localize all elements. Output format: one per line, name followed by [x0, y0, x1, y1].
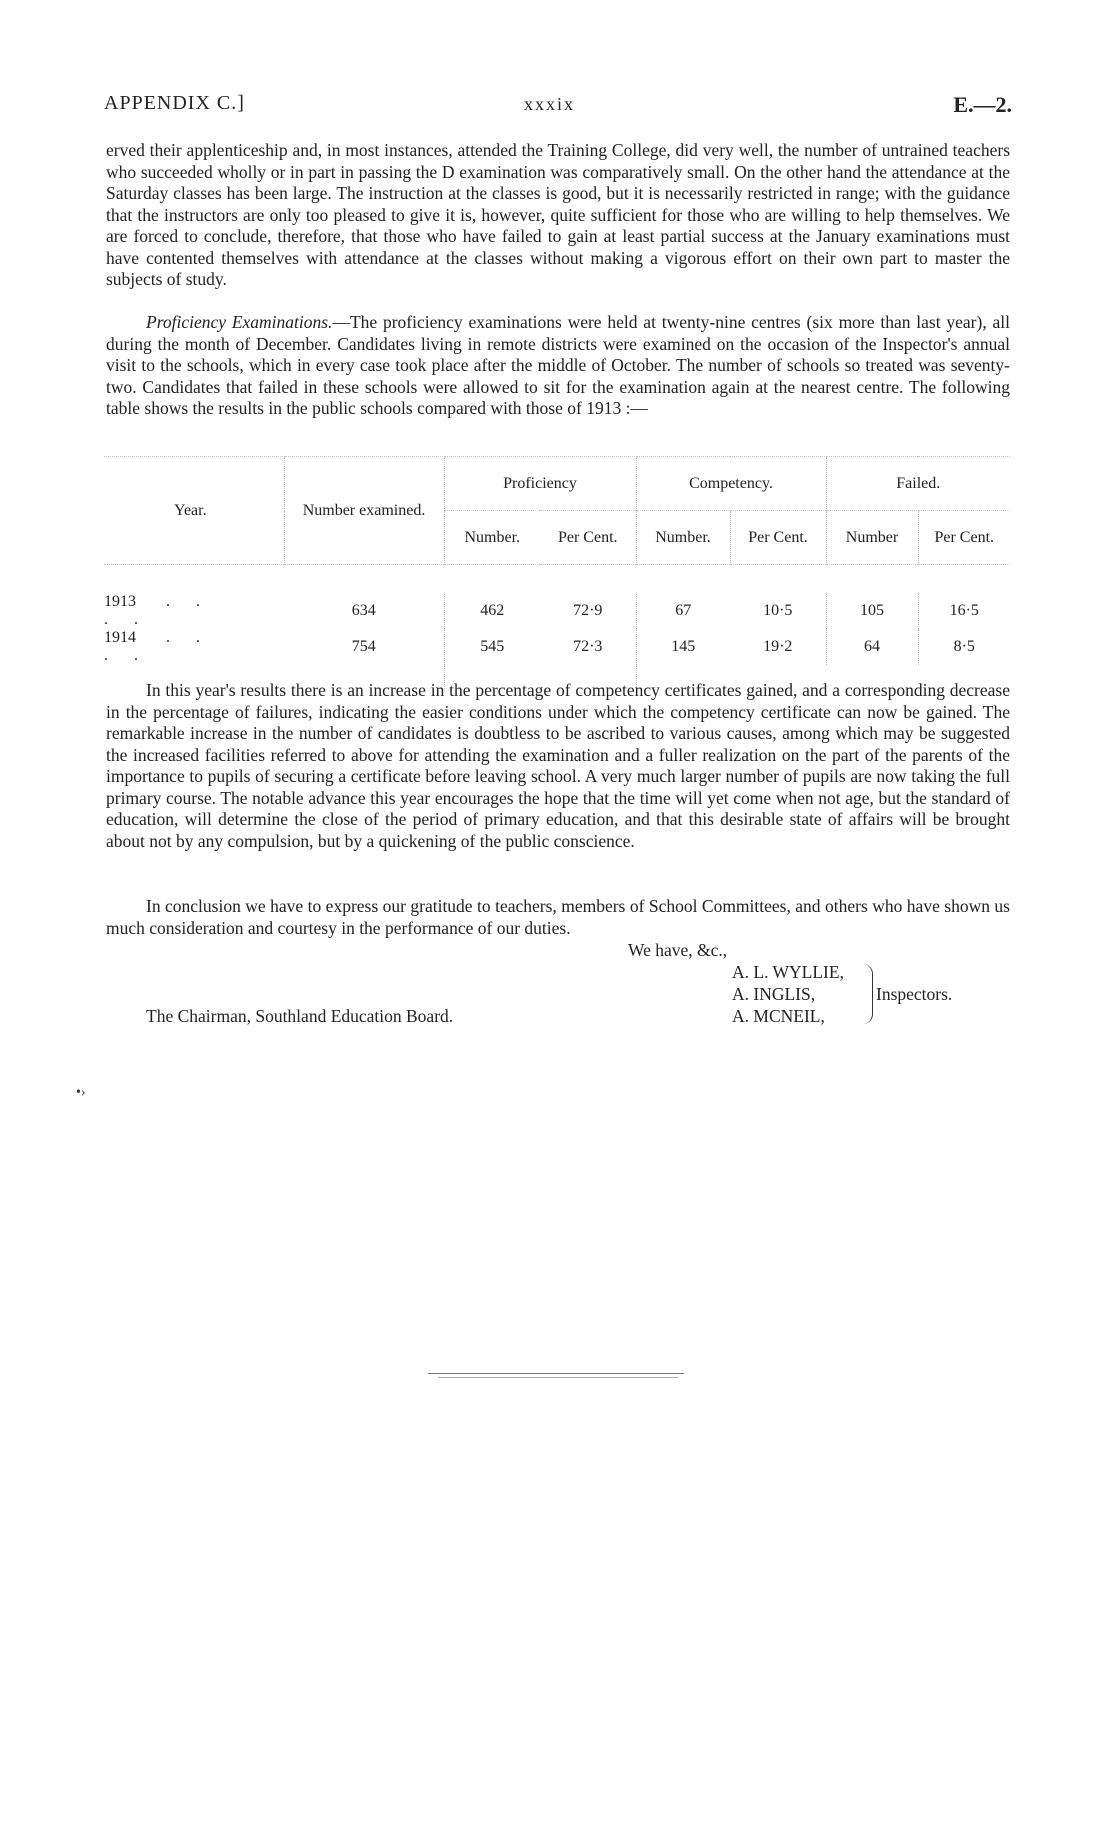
signatory-wyllie: A. L. WYLLIE, — [732, 962, 844, 982]
table-row — [104, 593, 1010, 629]
row-prof-number: 462 — [444, 593, 540, 629]
row-prof-percent: 72·3 — [573, 637, 603, 655]
row-fail-percent: 16·5 — [918, 593, 1010, 629]
row-examined: 754 — [351, 637, 376, 655]
fail-percent-header: Per Cent. — [918, 511, 1010, 565]
stray-mark: •› — [76, 1085, 86, 1100]
row-comp-percent: 19·2 — [763, 637, 793, 655]
comp-percent-header: Per Cent. — [730, 511, 826, 565]
row-prof-number: 545 — [444, 629, 540, 665]
signatory-title: Inspectors. — [876, 984, 953, 1004]
appendix-label: APPENDIX C.] — [104, 92, 245, 114]
group-competency-header: Competency. — [636, 457, 826, 511]
col-year-header: Year. — [104, 457, 284, 565]
group-proficiency-header: Proficiency — [444, 457, 636, 511]
row-prof-percent: 72·9 — [573, 601, 603, 619]
group-failed-header: Failed. — [826, 457, 1010, 511]
row-fail-number: 64 — [826, 629, 918, 665]
page-header — [104, 92, 1012, 120]
page-number: xxxix — [524, 94, 576, 114]
row-year: 1914 .. .. — [104, 628, 226, 664]
signatory-inglis: A. INGLIS, — [732, 984, 816, 1004]
footer-rule — [428, 1373, 684, 1374]
results-table — [104, 456, 1010, 691]
prof-number-header: Number. — [444, 511, 540, 565]
row-comp-number: 67 — [636, 593, 730, 629]
signature-brace — [860, 964, 873, 1024]
paragraph-conclusion: In conclusion we have to express our gratitude to teachers, members of School Committees, and others who have shown us much consideration and courtesy in the performance of our duties. — [106, 896, 1010, 938]
col-examined-header: Number examined. — [284, 457, 444, 565]
table-row — [104, 629, 1010, 665]
comp-number-header: Number. — [636, 511, 730, 565]
addressee: The Chairman, Southland Education Board. — [146, 1006, 454, 1026]
paragraph-proficiency — [106, 312, 1010, 420]
prof-percent-header: Per Cent. — [540, 511, 636, 565]
proficiency-text: —The proficiency examinations were held at twenty-nine centres (six more than last year), all during the month of December. Candidates living in remote districts were examined on the occasion of the Inspector's annual visit to the schools, which in every case took place after the middle of October. The number of schools so treated was seventy-two. Candidates that failed in these schools were allowed to sit for the examination again at the nearest centre. The following table shows the results in the public schools compared with those of 1913 :— — [106, 312, 1010, 418]
row-comp-number: 145 — [636, 629, 730, 665]
sign-off-greeting: We have, &c., — [628, 940, 728, 960]
proficiency-heading: Proficiency Examinations. — [146, 312, 333, 332]
paragraph-results: In this year's results there is an increase in the percentage of competency certificates gained, and a corresponding decrease in the percentage of failures, indicating the easier conditions under which the competency certificate can now be gained. The remarkable increase in the number of candidates is doubtless to be ascribed to various causes, among which may be suggested the increased facilities referred to above for attending the examination and a fuller realization on the part of the parents of the importance to pupils of securing a certificate before leaving school. A very much larger number of pupils are now taking the full primary course. The notable advance this year encourages the hope that the time will yet come when not age, but the standard of education, will determine the close of the period of primary education, and that this desirable state of affairs will be brought about not by any compulsion, but by a quickening of the public conscience. — [106, 680, 1010, 851]
row-examined: 634 — [351, 601, 376, 619]
document-code: E.—2. — [953, 92, 1012, 117]
paragraph-training: erved their applenticeship and, in most instances, attended the Training College, did very well, the number of untrained teachers who succeeded wholly or in part in passing the D examination was comparatively small. On the other hand the attendance at the Saturday classes has been large. The instruction at the classes is good, but it is necessarily restricted in range; with the guidance that the instructors are only too pleased to give it is, however, quite sufficient for those who are willing to help themselves. We are forced to conclude, therefore, that those who have failed to gain at least partial success at the January examinations must have contented themselves with attendance at the classes without making a vigorous effort on their own part to master the subjects of study. — [106, 140, 1010, 289]
row-comp-percent: 10·5 — [763, 601, 793, 619]
row-fail-number: 105 — [826, 593, 918, 629]
fail-number-header: Number — [826, 511, 918, 565]
row-year: 1913 .. .. — [104, 592, 226, 628]
footer-rule-lower — [438, 1377, 678, 1378]
signatory-mcneil: A. MCNEIL, — [732, 1006, 825, 1026]
row-fail-percent: 8·5 — [918, 629, 1010, 665]
